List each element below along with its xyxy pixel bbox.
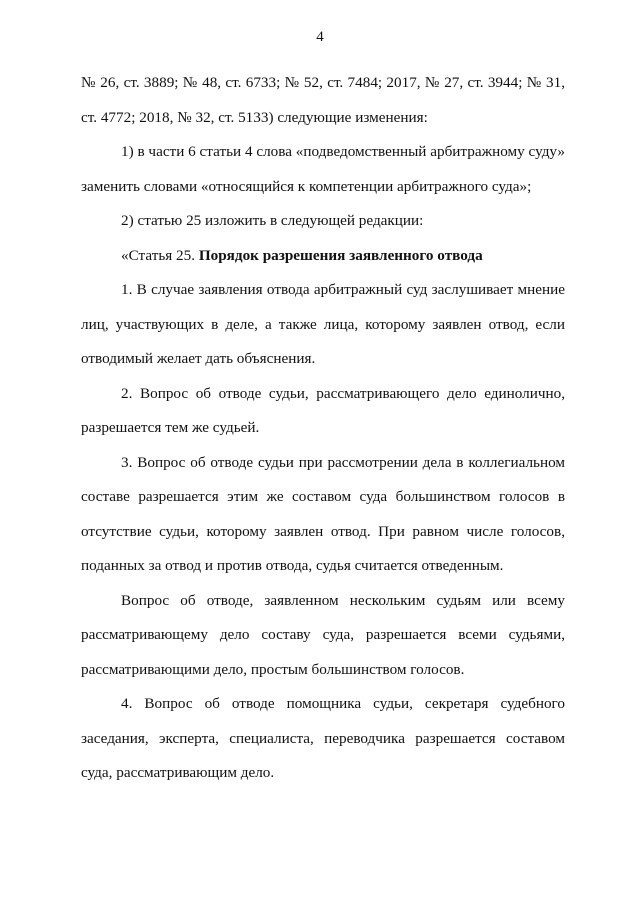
article-part-2: 2. Вопрос об отводе судьи, рассматривающего дело единолично, разрешается тем же судьей. <box>81 384 565 436</box>
article-heading-prefix: «Статья 25. <box>121 246 199 264</box>
article-part-3-continued: Вопрос об отводе, заявленном нескольким судьям или всему рассматривающему дело составу суда, разрешается всеми судьями, рассматривающими дело, простым большинством голосов. <box>81 591 565 678</box>
article-heading <box>81 239 565 274</box>
article-part-3: 3. Вопрос об отводе судьи при рассмотрении дела в коллегиальном составе разрешается этим же составом суда большинством голосов в отсутствие судьи, которому заявлен отвод. При равном числе голосов, поданных за отвод и против отвода, судья считается отведенным. <box>81 453 565 574</box>
paragraph-item-2: 2) статью 25 изложить в следующей редакции: <box>121 212 424 229</box>
article-part-1: 1. В случае заявления отвода арбитражный суд заслушивает мнение лиц, участвующих в деле, а также лица, которому заявлен отвод, если отводимый желает дать объяснения. <box>81 281 565 367</box>
document-body <box>81 66 565 791</box>
article-part-4: 4. Вопрос об отводе помощника судьи, секретаря судебного заседания, эксперта, специалиста, переводчика разрешается составом суда, рассматривающим дело. <box>81 695 565 781</box>
page-number: 4 <box>316 29 324 45</box>
paragraph-item-1: 1) в части 6 статьи 4 слова «подведомственный арбитражному суду» заменить словами «относящийся к компетенции арбитражного суда»; <box>81 143 565 195</box>
paragraph-continuation: № 26, ст. 3889; № 48, ст. 6733; № 52, ст. 7484; 2017, № 27, ст. 3944; № 31, ст. 4772; 2018, № 32, ст. 5133) следующие изменения: <box>81 74 565 126</box>
article-heading-title: Порядок разрешения заявленного отвода <box>198 246 483 264</box>
